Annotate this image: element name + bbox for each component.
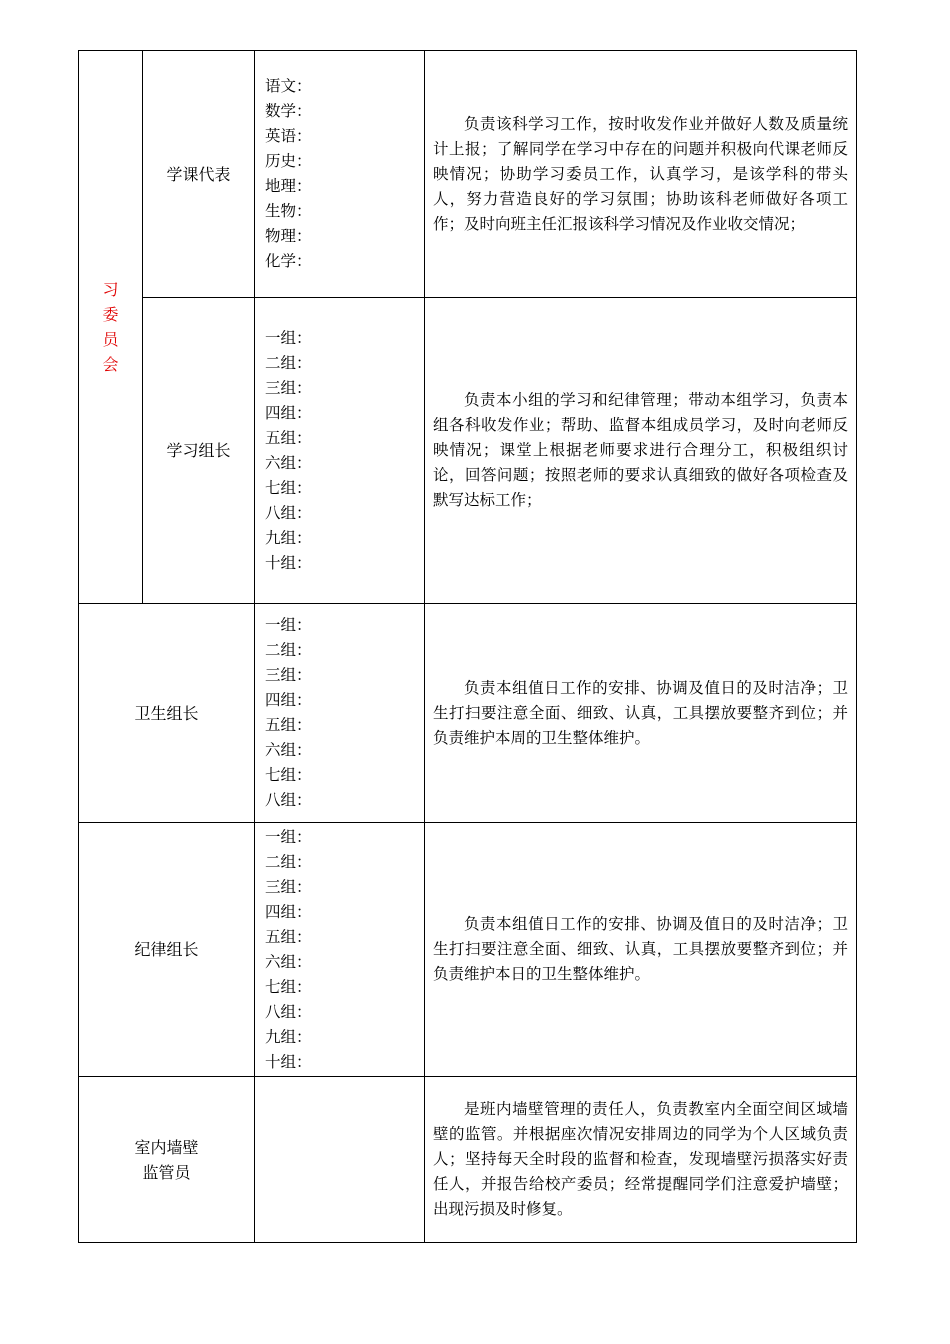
- role-line: 监管员: [142, 1162, 191, 1182]
- duty-description: 是班内墙壁管理的责任人，负责教室内全面空间区域墙壁的监管。并根据座次情况安排周边的同学为个人区域负责人；坚持每天全时段的监督和检查，发现墙壁污损落实好责任人，并报告给校产委员；经常提醒同学们注意爱护墙壁；出现污损及时修复。: [425, 1077, 857, 1243]
- assignee-list: [255, 604, 425, 823]
- assignee-list: [255, 51, 425, 298]
- committee-char: 会: [102, 355, 119, 374]
- list-item: 九组：: [265, 528, 312, 547]
- committee-char: 委: [102, 305, 119, 324]
- table-row: [79, 298, 857, 604]
- assignee-list: [255, 1077, 425, 1243]
- table-row: [79, 823, 857, 1077]
- duty-table: [78, 50, 857, 1243]
- list-item: 七组：: [265, 977, 312, 996]
- list-item: 十组：: [265, 553, 312, 572]
- list-item: 八组：: [265, 791, 312, 809]
- table-row: [79, 1077, 857, 1243]
- duty-description: 负责本小组的学习和纪律管理；带动本组学习，负责本组各科收发作业；帮助、监督本组成员学习，及时向老师反映情况；课堂上根据老师要求进行合理分工，积极组织讨论，回答问题；按照老师的要求认真细致的做好各项检查及默写达标工作；: [425, 298, 857, 604]
- assignee-list: [255, 823, 425, 1077]
- list-item: 一组：: [265, 616, 312, 634]
- list-item: 四组：: [265, 403, 312, 422]
- list-item: 二组：: [265, 353, 312, 372]
- duty-description: 负责该科学习工作，按时收发作业并做好人数及质量统计上报；了解同学在学习中存在的问题并积极向代课老师反映情况；协助学习委员工作，认真学习，是该学科的带头人，努力营造良好的学习氛围；协助该科老师做好各项工作；及时向班主任汇报该科学习情况及作业收交情况；: [425, 51, 857, 298]
- list-item: 二组：: [265, 641, 312, 659]
- list-item: 八组：: [265, 503, 312, 522]
- list-item: 化学：: [265, 252, 312, 270]
- list-item: 五组：: [265, 716, 312, 734]
- list-item: 地理：: [265, 177, 312, 195]
- list-item: 五组：: [265, 428, 312, 447]
- role-cell: 卫生组长: [79, 604, 255, 823]
- list-item: 一组：: [265, 328, 312, 347]
- list-item: 五组：: [265, 927, 312, 946]
- role-cell: [79, 1077, 255, 1243]
- assignee-list: [255, 298, 425, 604]
- list-item: 七组：: [265, 766, 312, 784]
- list-item: 九组：: [265, 1027, 312, 1046]
- list-item: 英语：: [265, 127, 312, 145]
- list-item: 四组：: [265, 691, 312, 709]
- list-item: 六组：: [265, 952, 312, 971]
- list-item: 四组：: [265, 902, 312, 921]
- list-item: 物理：: [265, 227, 312, 245]
- list-item: 三组：: [265, 666, 312, 684]
- committee-label: [79, 51, 143, 604]
- list-item: 三组：: [265, 877, 312, 896]
- list-item: 二组：: [265, 852, 312, 871]
- duty-description: 负责本组值日工作的安排、协调及值日的及时洁净；卫生打扫要注意全面、细致、认真，工具摆放要整齐到位；并负责维护本周的卫生整体维护。: [425, 604, 857, 823]
- list-item: 六组：: [265, 741, 312, 759]
- committee-char: 员: [102, 330, 119, 349]
- committee-char: 习: [102, 280, 119, 299]
- list-item: 历史：: [265, 152, 312, 170]
- role-cell: 学习组长: [143, 298, 255, 604]
- table-row: [79, 604, 857, 823]
- list-item: 语文：: [265, 77, 312, 95]
- list-item: 三组：: [265, 378, 312, 397]
- role-cell: 学课代表: [143, 51, 255, 298]
- list-item: 生物：: [265, 202, 312, 220]
- list-item: 六组：: [265, 453, 312, 472]
- list-item: 一组：: [265, 827, 312, 846]
- role-line: 室内墙壁: [134, 1137, 199, 1157]
- list-item: 七组：: [265, 478, 312, 497]
- list-item: 八组：: [265, 1002, 312, 1021]
- role-cell: 纪律组长: [79, 823, 255, 1077]
- duty-description: 负责本组值日工作的安排、协调及值日的及时洁净；卫生打扫要注意全面、细致、认真，工具摆放要整齐到位；并负责维护本日的卫生整体维护。: [425, 823, 857, 1077]
- list-item: 十组：: [265, 1052, 312, 1071]
- table-row: [79, 51, 857, 298]
- list-item: 数学：: [265, 102, 312, 120]
